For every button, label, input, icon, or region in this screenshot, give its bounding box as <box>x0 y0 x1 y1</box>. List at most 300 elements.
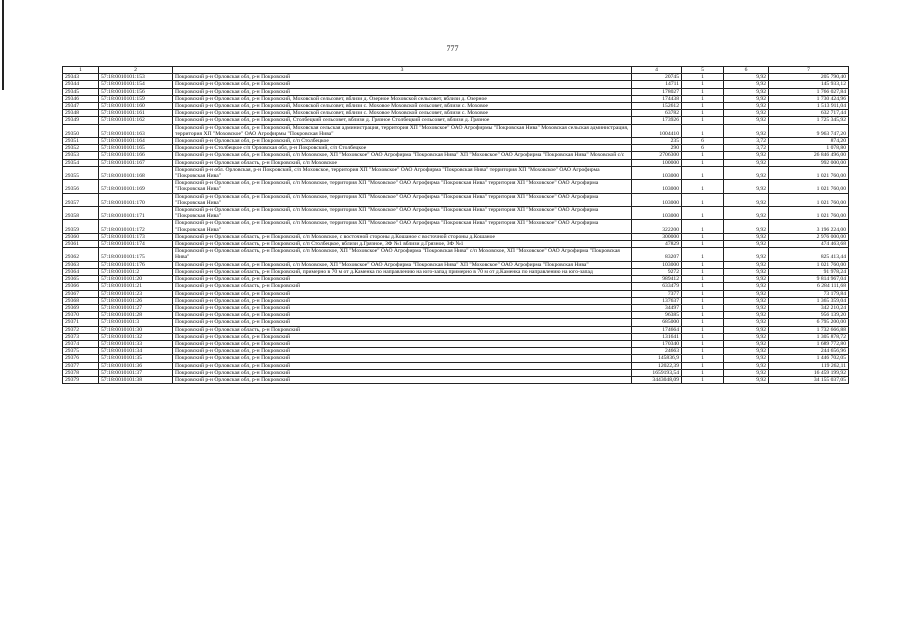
area-cell: 300000 <box>632 233 682 240</box>
cadastral-value-cell: 34 155 037,05 <box>769 376 849 383</box>
area-cell: 7377 <box>632 290 682 297</box>
table-row <box>63 103 849 110</box>
cadastral-value-cell: 1 513 911,04 <box>769 103 849 110</box>
table-row <box>63 166 849 179</box>
address-cell: Покровский р-н Орловская обл, р-н Покровский <box>173 88 632 95</box>
row-number-cell: 29353 <box>63 152 99 159</box>
category-cell: 1 <box>682 81 724 88</box>
table-row <box>63 110 849 117</box>
row-number-cell: 29373 <box>63 333 99 340</box>
row-number-cell: 29362 <box>63 248 99 261</box>
category-cell: 1 <box>682 283 724 290</box>
rate-cell: 9,92 <box>724 297 769 304</box>
area-cell: 103000 <box>632 261 682 268</box>
table-row <box>63 145 849 152</box>
cadastral-value-cell: 956 139,20 <box>769 312 849 319</box>
cadastral-value-cell: 1 305 878,72 <box>769 333 849 340</box>
area-cell: 178027 <box>632 88 682 95</box>
rate-cell: 9,92 <box>724 117 769 124</box>
category-cell: 1 <box>682 166 724 179</box>
table-row <box>63 233 849 240</box>
area-cell: 290 <box>632 145 682 152</box>
category-cell: 1 <box>682 159 724 166</box>
area-cell: 47829 <box>632 241 682 248</box>
row-number-cell: 29368 <box>63 297 99 304</box>
category-cell: 1 <box>682 362 724 369</box>
category-cell: 1 <box>682 233 724 240</box>
rate-cell: 9,92 <box>724 88 769 95</box>
table-row <box>63 268 849 275</box>
row-number-cell: 29363 <box>63 261 99 268</box>
area-cell: 137637 <box>632 297 682 304</box>
table-row <box>63 283 849 290</box>
rate-cell: 9,92 <box>724 261 769 268</box>
area-cell: 96385 <box>632 312 682 319</box>
cadastral-value-cell: 9 963 747,20 <box>769 124 849 137</box>
table-row <box>63 340 849 347</box>
address-cell: Покровский р-н Орловская обл, р-н Покровский <box>173 369 632 376</box>
row-number-cell: 29352 <box>63 145 99 152</box>
table-row <box>63 369 849 376</box>
category-cell: 1 <box>682 241 724 248</box>
area-cell: 103000 <box>632 180 682 193</box>
rate-cell: 9,92 <box>724 180 769 193</box>
area-cell: 14711 <box>632 81 682 88</box>
table-row <box>63 180 849 193</box>
table-row <box>63 290 849 297</box>
area-cell: 34497 <box>632 304 682 311</box>
cadastral-value-cell: 1 732 666,88 <box>769 326 849 333</box>
cadastral-number-cell: 57:18:0010101:2 <box>99 268 173 275</box>
rate-cell: 9,92 <box>724 326 769 333</box>
address-cell: Покровский р-н Орловская обл, р-н Покровский <box>173 312 632 319</box>
category-cell: 1 <box>682 152 724 159</box>
row-number-cell: 29370 <box>63 312 99 319</box>
address-cell: Покровский р-н Орловская обл, р-н Покровский, с/п Моховское, ХП "Моховское" ОАО Агрофирма "Покровская Нива" ХП "Моховское" ОАО Агрофирма "Покровская Нива" <box>173 261 632 268</box>
cadastral-value-cell: 342 210,24 <box>769 304 849 311</box>
address-cell: Покровский р-н Орловская обл, р-н Покровский <box>173 340 632 347</box>
area-cell: 170340 <box>632 340 682 347</box>
row-number-cell: 29365 <box>63 276 99 283</box>
address-cell: Покровский р-н Орловская обл, р-н Покровский <box>173 355 632 362</box>
address-cell: Покровский р-н Орловская обл, р-н Покровский <box>173 333 632 340</box>
address-cell: Покровский р-н Орловская обл, р-н Покровский, Моховской сельсовет, вблизи с. Моховое Моховской сельсовет, вблизи с. Моховое <box>173 110 632 117</box>
row-number-cell: 29360 <box>63 233 99 240</box>
area-cell: 152612 <box>632 103 682 110</box>
area-cell: 103000 <box>632 207 682 220</box>
category-cell: 1 <box>682 297 724 304</box>
row-number-cell: 29355 <box>63 166 99 179</box>
table-row <box>63 152 849 159</box>
column-header: 2 <box>99 67 173 74</box>
column-header: 3 <box>173 67 632 74</box>
cadastral-number-cell: 57:18:0010101:159 <box>99 95 173 102</box>
category-cell: 1 <box>682 110 724 117</box>
row-number-cell: 29378 <box>63 369 99 376</box>
cadastral-number-cell: 57:18:0010101:38 <box>99 376 173 383</box>
table-row <box>63 362 849 369</box>
category-cell: 1 <box>682 340 724 347</box>
rate-cell: 9,92 <box>724 312 769 319</box>
row-number-cell: 29347 <box>63 103 99 110</box>
category-cell: 1 <box>682 88 724 95</box>
rate-cell: 9,92 <box>724 233 769 240</box>
cadastral-value-cell: 474 463,68 <box>769 241 849 248</box>
cadastral-number-cell: 57:18:0010101:160 <box>99 103 173 110</box>
cadastral-value-cell: 1 021 760,00 <box>769 207 849 220</box>
cadastral-value-cell: 992 000,00 <box>769 159 849 166</box>
cadastral-number-cell: 57:18:0010101:166 <box>99 152 173 159</box>
rate-cell: 9,92 <box>724 241 769 248</box>
cadastral-number-cell: 57:18:0010101:169 <box>99 180 173 193</box>
area-cell: 103000 <box>632 166 682 179</box>
address-cell: Покровский р-н Орловская обл, р-н Покровский, с/п Столбецкое <box>173 138 632 145</box>
column-header: 6 <box>724 67 769 74</box>
category-cell: 1 <box>682 74 724 81</box>
area-cell: 20745 <box>632 74 682 81</box>
table-row <box>63 241 849 248</box>
rate-cell: 9,92 <box>724 319 769 326</box>
cadastral-number-cell: 57:18:0010101:172 <box>99 220 173 233</box>
rate-cell: 9,92 <box>724 220 769 233</box>
address-cell: Покровский р-н обл. Орловская, р-н Покровский, с/п Моховское, территория ХП "Моховское" ОАО Агрофирма "Покровская Нива" территория ХП "Моховское" ОАО Агрофирма "Покровская Нива" <box>173 166 632 179</box>
row-number-cell: 29375 <box>63 348 99 355</box>
cadastral-number-cell: 57:18:0010101:23 <box>99 290 173 297</box>
cadastral-value-cell: 632 717,44 <box>769 110 849 117</box>
rate-cell: 9,92 <box>724 124 769 137</box>
cadastral-number-cell: 57:18:0010101:175 <box>99 248 173 261</box>
cadastral-number-cell: 57:18:0010101:3 <box>99 319 173 326</box>
cadastral-number-cell: 57:18:0010101:161 <box>99 110 173 117</box>
category-cell: 1 <box>682 117 724 124</box>
area-cell: 12022,39 <box>632 362 682 369</box>
address-cell: Покровский р-н Орловская обл, р-н Покровский <box>173 276 632 283</box>
address-cell: Покровский р-н Орловская обл, р-н Покровский, Моховской сельсовет, вблизи д. Озерное Моховской сельсовет, вблизи д. Озерное <box>173 95 632 102</box>
address-cell: Покровский р-н Орловская обл, р-н Покровский, Моховская сельская администрация, территория ХП "Моховское" ОАО Агрофирмы "Покровская Нива" Моховская сельская администрация, территория ХП "Моховское" ОАО Агрофирмы "Покровская Нива" <box>173 124 632 137</box>
table-row <box>63 355 849 362</box>
category-cell: 1 <box>682 124 724 137</box>
address-cell: Покровский р-н Орловская область, р-н Покровский <box>173 283 632 290</box>
table-row <box>63 74 849 81</box>
address-cell: Покровский р-н Орловская обл, р-н Покровский <box>173 319 632 326</box>
rate-cell: 9,92 <box>724 159 769 166</box>
address-cell: Покровский р-н Орловская обл, р-н Покровский <box>173 348 632 355</box>
row-number-cell: 29354 <box>63 159 99 166</box>
rate-cell: 9,92 <box>724 74 769 81</box>
area-cell: 3443048,09 <box>632 376 682 383</box>
table-row <box>63 138 849 145</box>
address-cell: Покровский р-н Орловская обл, р-н Покровский <box>173 304 632 311</box>
page-number: 777 <box>446 44 459 53</box>
category-cell: 1 <box>682 333 724 340</box>
cadastral-value-cell: 1 021 760,00 <box>769 193 849 206</box>
cadastral-value-cell: 1 446 702,05 <box>769 355 849 362</box>
address-cell: Покровский р-н Орловская обл, р-н Покровский, с/п Моховское, территория ХП "Моховское" ОАО Агрофирма "Покровская Нива" территория ХП "Моховское" ОАО Агрофирма "Покровская Нива" <box>173 207 632 220</box>
area-cell: 235 <box>632 138 682 145</box>
table-row <box>63 333 849 340</box>
address-cell: Покровский р-н Орловская обл, р-н Покровский <box>173 290 632 297</box>
row-number-cell: 29369 <box>63 304 99 311</box>
cadastral-number-cell: 57:18:0010101:30 <box>99 326 173 333</box>
address-cell: Покровский р-н Орловская область, р-н Покровский <box>173 326 632 333</box>
table-row <box>63 124 849 137</box>
category-cell: 1 <box>682 376 724 383</box>
cadastral-number-cell: 57:18:0010101:26 <box>99 297 173 304</box>
table-row <box>63 297 849 304</box>
row-number-cell: 29343 <box>63 74 99 81</box>
cadastral-number-cell: 57:18:0010101:153 <box>99 74 173 81</box>
rate-cell: 9,92 <box>724 248 769 261</box>
row-number-cell: 29361 <box>63 241 99 248</box>
row-number-cell: 29344 <box>63 81 99 88</box>
area-cell: 24663 <box>632 348 682 355</box>
cadastral-number-cell: 57:18:0010101:171 <box>99 207 173 220</box>
row-number-cell: 29371 <box>63 319 99 326</box>
rate-cell: 9,92 <box>724 304 769 311</box>
address-cell: Покровский р-н Столбецкое с/п Орловская обл, р-н Покровский, с/п Столбецкое <box>173 145 632 152</box>
table-row <box>63 88 849 95</box>
cadastral-value-cell: 874,20 <box>769 138 849 145</box>
table-row <box>63 193 849 206</box>
rate-cell: 3,72 <box>724 138 769 145</box>
category-cell: 1 <box>682 348 724 355</box>
cadastral-number-cell: 57:18:0010101:21 <box>99 283 173 290</box>
area-cell: 322200 <box>632 220 682 233</box>
cadastral-value-cell: 1 689 772,80 <box>769 340 849 347</box>
rate-cell: 9,92 <box>724 348 769 355</box>
row-number-cell: 29359 <box>63 220 99 233</box>
cadastral-number-cell: 57:18:0010101:154 <box>99 81 173 88</box>
cadastral-number-cell: 57:18:0010101:28 <box>99 312 173 319</box>
rate-cell: 9,92 <box>724 369 769 376</box>
rate-cell: 9,92 <box>724 290 769 297</box>
cadastral-value-cell: 1 725 345,92 <box>769 117 849 124</box>
rate-cell: 9,92 <box>724 376 769 383</box>
table-row <box>63 304 849 311</box>
area-cell: 685000 <box>632 319 682 326</box>
rate-cell: 9,92 <box>724 207 769 220</box>
category-cell: 1 <box>682 207 724 220</box>
category-cell: 6 <box>682 138 724 145</box>
column-header: 7 <box>769 67 849 74</box>
row-number-cell: 29376 <box>63 355 99 362</box>
cadastral-number-cell: 57:18:0010101:176 <box>99 261 173 268</box>
address-cell: Покровский р-н Орловская обл, р-н Покровский, Столбецкий сельсовет, вблизи д. Грязное Столбецкий сельсовет, вблизи д. Грязное <box>173 117 632 124</box>
category-cell: 1 <box>682 180 724 193</box>
address-cell: Покровский р-н Орловская обл, р-н Покровский, с/п Моховское, территория ХП "Моховское" ОАО Агрофирма "Покровская Нива" территория ХП "Моховское" ОАО Агрофирма "Покровская Нива" <box>173 180 632 193</box>
table-row <box>63 319 849 326</box>
row-number-cell: 29372 <box>63 326 99 333</box>
row-number-cell: 29366 <box>63 283 99 290</box>
row-number-cell: 29348 <box>63 110 99 117</box>
address-cell: Покровский р-н Орловская область, р-н Покровский, с/п Моховское, с восточной стороны д.Кошаное с восточной стороны д.Кошаное <box>173 233 632 240</box>
column-header: 5 <box>682 67 724 74</box>
address-cell: Покровский р-н Орловская обл, р-н Покровский <box>173 74 632 81</box>
row-number-cell: 29364 <box>63 268 99 275</box>
row-number-cell: 29357 <box>63 193 99 206</box>
category-cell: 1 <box>682 326 724 333</box>
column-header: 4 <box>632 67 682 74</box>
area-cell: 174438 <box>632 95 682 102</box>
area-cell: 633479 <box>632 283 682 290</box>
cadastral-value-cell: 9 814 967,04 <box>769 276 849 283</box>
area-cell: 83207 <box>632 248 682 261</box>
table-row <box>63 312 849 319</box>
column-header-row <box>63 67 849 74</box>
column-header: 1 <box>63 67 99 74</box>
rate-cell: 9,92 <box>724 95 769 102</box>
address-cell: Покровский р-н Орловская область, р-н Покровский, примерно в 70 м от д.Каменка по направлению на юго-запад примерно в 70 м от д.Каменка по направлению на юго-запад <box>173 268 632 275</box>
cadastral-value-cell: 26 846 496,00 <box>769 152 849 159</box>
cadastral-number-cell: 57:18:0010101:33 <box>99 340 173 347</box>
cadastral-number-cell: 57:18:0010101:167 <box>99 159 173 166</box>
cadastral-number-cell: 57:18:0010101:34 <box>99 348 173 355</box>
area-cell: 173926 <box>632 117 682 124</box>
table-row <box>63 326 849 333</box>
cadastral-value-cell: 119 262,11 <box>769 362 849 369</box>
cadastral-value-cell: 6 795 200,00 <box>769 319 849 326</box>
cadastral-value-cell: 73 179,84 <box>769 290 849 297</box>
category-cell: 1 <box>682 95 724 102</box>
address-cell: Покровский р-н Орловская область, р-н Покровский, с/п Столбецкое, вблизи д.Грязное, ЗФ №1 вблизи д.Грязное, ЗФ №1 <box>173 241 632 248</box>
address-cell: Покровский р-н Орловская обл, р-н Покровский <box>173 297 632 304</box>
table-row <box>63 348 849 355</box>
cadastral-value-cell: 91 978,24 <box>769 268 849 275</box>
table-row <box>63 276 849 283</box>
table-row <box>63 376 849 383</box>
cadastral-value-cell: 1 021 760,00 <box>769 180 849 193</box>
rate-cell: 9,92 <box>724 333 769 340</box>
cadastral-value-cell: 145 933,12 <box>769 81 849 88</box>
row-number-cell: 29379 <box>63 376 99 383</box>
address-cell: Покровский р-н Орловская обл, р-н Покровский <box>173 81 632 88</box>
category-cell: 1 <box>682 248 724 261</box>
cadastral-number-cell: 57:18:0010101:32 <box>99 333 173 340</box>
cadastral-number-cell: 57:18:0010101:173 <box>99 233 173 240</box>
cadastral-value-cell: 1 021 760,00 <box>769 261 849 268</box>
area-cell: 989412 <box>632 276 682 283</box>
row-number-cell: 29346 <box>63 95 99 102</box>
cadastral-value-cell: 1 021 760,00 <box>769 166 849 179</box>
table-row <box>63 261 849 268</box>
row-number-cell: 29358 <box>63 207 99 220</box>
cadastral-number-cell: 57:18:0010101:37 <box>99 369 173 376</box>
rate-cell: 3,72 <box>724 145 769 152</box>
area-cell: 131641 <box>632 333 682 340</box>
category-cell: 1 <box>682 312 724 319</box>
cadastral-number-cell: 57:18:0010101:174 <box>99 241 173 248</box>
address-cell: Покровский р-н Орловская обл, р-н Покровский, Моховской сельсовет, вблизи с. Моховое Моховской сельсовет, вблизи с. Моховое <box>173 103 632 110</box>
cadastral-number-cell: 57:18:0010101:27 <box>99 304 173 311</box>
category-cell: 1 <box>682 304 724 311</box>
rate-cell: 9,92 <box>724 193 769 206</box>
row-number-cell: 29351 <box>63 138 99 145</box>
area-cell: 63782 <box>632 110 682 117</box>
row-number-cell: 29377 <box>63 362 99 369</box>
row-number-cell: 29349 <box>63 117 99 124</box>
category-cell: 1 <box>682 355 724 362</box>
rate-cell: 9,92 <box>724 152 769 159</box>
category-cell: 1 <box>682 220 724 233</box>
cadastral-value-cell: 1 365 359,04 <box>769 297 849 304</box>
area-cell: 1004410 <box>632 124 682 137</box>
cadastral-number-cell: 57:18:0010101:35 <box>99 355 173 362</box>
area-cell: 103000 <box>632 193 682 206</box>
address-cell: Покровский р-н Орловская обл, р-н Покровский <box>173 362 632 369</box>
row-number-cell: 29374 <box>63 340 99 347</box>
category-cell: 1 <box>682 290 724 297</box>
cadastral-value-cell: 1 078,80 <box>769 145 849 152</box>
address-cell: Покровский р-н Орловская область, р-н Покровский, с/п Моховское, ХП "Моховское" ОАО Агрофирма "Покровская Нива" с/п Моховское, ХП "Моховское" ОАО Агрофирма "Покровская Нива" <box>173 248 632 261</box>
rate-cell: 9,92 <box>724 362 769 369</box>
area-cell: 145836,9 <box>632 355 682 362</box>
table-row <box>63 248 849 261</box>
category-cell: 1 <box>682 319 724 326</box>
area-cell: 100000 <box>632 159 682 166</box>
rate-cell: 9,92 <box>724 283 769 290</box>
row-number-cell: 29350 <box>63 124 99 137</box>
cadastral-number-cell: 57:18:0010101:168 <box>99 166 173 179</box>
address-cell: Покровский р-н Орловская обл, р-н Покровский <box>173 376 632 383</box>
rate-cell: 9,92 <box>724 340 769 347</box>
table-row <box>63 207 849 220</box>
rate-cell: 9,92 <box>724 81 769 88</box>
cadastral-number-cell: 57:18:0010101:165 <box>99 145 173 152</box>
register-table-body <box>63 67 849 384</box>
rate-cell: 9,92 <box>724 166 769 179</box>
table-row <box>63 220 849 233</box>
cadastral-value-cell: 244 656,96 <box>769 348 849 355</box>
cadastral-value-cell: 16 459 199,92 <box>769 369 849 376</box>
cadastral-number-cell: 57:18:0010101:170 <box>99 193 173 206</box>
area-cell: 2706300 <box>632 152 682 159</box>
rate-cell: 9,92 <box>724 268 769 275</box>
cadastral-value-cell: 2 976 000,00 <box>769 233 849 240</box>
category-cell: 1 <box>682 369 724 376</box>
cadastral-number-cell: 57:18:0010101:156 <box>99 88 173 95</box>
table-row <box>63 159 849 166</box>
table-row <box>63 95 849 102</box>
cadastral-value-cell: 1 766 027,84 <box>769 88 849 95</box>
cadastral-value-cell: 1 730 424,96 <box>769 95 849 102</box>
address-cell: Покровский р-н Орловская обл, р-н Покровский, с/п Моховское, территория ХП "Моховское" ОАО Агрофирма "Покровская Нива" территория ХП "Моховское" ОАО Агрофирма "Покровская Нива" <box>173 193 632 206</box>
rate-cell: 9,92 <box>724 276 769 283</box>
area-cell: 1659193,54 <box>632 369 682 376</box>
area-cell: 174664 <box>632 326 682 333</box>
rate-cell: 9,92 <box>724 103 769 110</box>
cadastral-number-cell: 57:18:0010101:36 <box>99 362 173 369</box>
row-number-cell: 29356 <box>63 180 99 193</box>
category-cell: 1 <box>682 276 724 283</box>
table-row <box>63 81 849 88</box>
cadastral-value-cell: 825 413,44 <box>769 248 849 261</box>
cadastral-value-cell: 3 196 224,00 <box>769 220 849 233</box>
cadastral-number-cell: 57:18:0010101:162 <box>99 117 173 124</box>
row-number-cell: 29367 <box>63 290 99 297</box>
category-cell: 1 <box>682 103 724 110</box>
address-cell: Покровский р-н Орловская обл, р-н Покровский, с/п Моховское, ХП "Моховское" ОАО Агрофирма "Покровская Нива" ХП "Моховское" ОАО Агрофирма "Покровская Нива" Моховской с/с <box>173 152 632 159</box>
rate-cell: 9,92 <box>724 355 769 362</box>
category-cell: 1 <box>682 261 724 268</box>
register-table <box>62 66 849 384</box>
cadastral-number-cell: 57:18:0010101:20 <box>99 276 173 283</box>
cadastral-value-cell: 205 790,40 <box>769 74 849 81</box>
cadastral-number-cell: 57:18:0010101:164 <box>99 138 173 145</box>
table-row <box>63 117 849 124</box>
address-cell: Покровский р-н Орловская область, р-н Покровский, с/п Моховское <box>173 159 632 166</box>
cadastral-value-cell: 6 284 111,68 <box>769 283 849 290</box>
area-cell: 9272 <box>632 268 682 275</box>
